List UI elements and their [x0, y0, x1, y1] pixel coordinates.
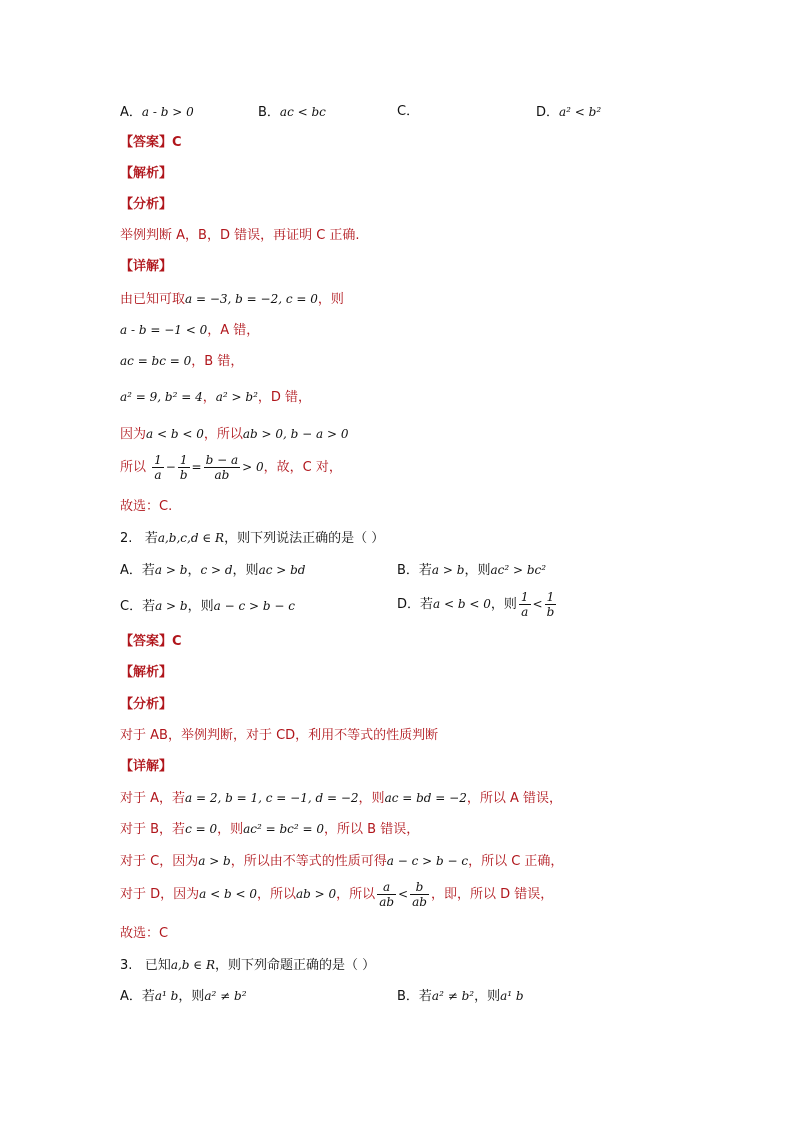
text: ，所以 A 错误， — [466, 791, 563, 806]
q3-option-b — [397, 987, 524, 1006]
math: a² ≠ b² — [204, 989, 247, 1003]
text: 对于 B，若 — [120, 822, 186, 837]
q1-jiexi-heading: 【解析】 — [120, 166, 173, 181]
text: 因为 — [120, 427, 147, 442]
q1-option-c — [397, 103, 419, 121]
q1-detail-line5 — [120, 425, 349, 444]
math: a = 2, b = 1, c = −1, d = −2 — [185, 791, 359, 805]
option-label: A． — [120, 105, 142, 120]
math: ac = bc = 0 — [120, 354, 192, 368]
denominator: a — [521, 605, 529, 619]
q2-detail-a — [120, 789, 562, 808]
math: ac > bd — [258, 563, 306, 577]
fraction — [377, 880, 396, 909]
q2-xiangjie-heading: 【详解】 — [120, 759, 173, 774]
text: ，所以由不等式的性质可得 — [230, 854, 387, 869]
numerator: 1 — [520, 590, 529, 604]
q1-detail-line4 — [120, 388, 311, 407]
q2-option-b — [397, 561, 546, 580]
text: D．若 — [397, 597, 434, 612]
math: ac² > bc² — [490, 563, 547, 577]
math: a > b — [431, 563, 465, 577]
question-number: 3. — [120, 958, 133, 973]
math: ab > 0 — [296, 887, 337, 901]
q2-fenxi-heading: 【分析】 — [120, 697, 173, 712]
numerator: 1 — [154, 453, 162, 467]
math: = — [191, 460, 202, 474]
math: a < b < 0 — [433, 597, 491, 611]
text: ，则 — [187, 599, 214, 614]
math: a < b < 0 — [146, 427, 204, 441]
option-math: a - b > 0 — [141, 105, 194, 119]
math: a - b = −1 < 0 — [120, 323, 208, 337]
math: a > b — [155, 599, 188, 613]
math: a > b — [154, 563, 188, 577]
text: ，则 — [474, 989, 501, 1004]
fraction — [152, 453, 164, 482]
option-label: B． — [258, 105, 280, 120]
denominator: b — [546, 605, 555, 619]
text: 若 — [144, 531, 158, 546]
math: > 0 — [242, 460, 264, 474]
text: ， — [187, 563, 201, 578]
text: ，所以 — [257, 887, 297, 902]
math: a = −3, b = −2, c = 0 — [185, 292, 318, 306]
text: ，所以 — [336, 887, 376, 902]
text: ，所以 — [203, 427, 243, 442]
q3-stem — [120, 956, 375, 975]
numerator: 1 — [178, 453, 190, 468]
text: ，则 — [317, 292, 344, 307]
math: ac = bd = −2 — [384, 791, 467, 805]
q2-option-c — [120, 597, 295, 616]
numerator: b − a — [205, 453, 239, 467]
fraction — [519, 590, 531, 619]
fraction — [545, 590, 557, 619]
q1-option-b — [258, 103, 326, 122]
math: − — [165, 460, 176, 474]
text: ， — [202, 390, 216, 405]
math: a² ≠ b² — [431, 989, 475, 1003]
q1-option-d — [536, 103, 601, 122]
text: ，所以 B 错误， — [324, 822, 420, 837]
math: a¹ b — [154, 989, 179, 1003]
text: 已知 — [144, 958, 171, 973]
text: 所以 — [120, 460, 147, 475]
fraction — [204, 453, 241, 482]
text: ，B 错， — [191, 354, 244, 369]
denominator: a — [154, 468, 162, 482]
text: ，则下列说法正确的是（ ） — [224, 531, 385, 546]
q1-xiangjie-heading: 【详解】 — [120, 259, 173, 274]
q1-detail-line1 — [120, 290, 344, 309]
math: a − c > b − c — [213, 599, 295, 613]
text: 对于 A，若 — [120, 791, 186, 806]
math: a,b,c,d ∈ R — [157, 531, 225, 545]
math: a² > b² — [215, 390, 258, 404]
math: a > b — [198, 854, 231, 868]
text: ，D 错， — [257, 390, 312, 405]
denominator: ab — [214, 468, 230, 482]
q1-answer: 【答案】C — [120, 135, 182, 150]
numerator: a — [377, 880, 396, 895]
text: 由已知可取 — [120, 292, 186, 307]
denominator: ab — [412, 895, 427, 909]
q2-option-a — [120, 561, 305, 580]
option-math: a² < b² — [559, 105, 602, 119]
text: ，即，所以 D 错误， — [430, 887, 554, 902]
text: ，则 — [178, 989, 205, 1004]
text: ，A 错， — [207, 323, 260, 338]
text: ，则 — [232, 563, 259, 578]
option-math: ac < bc — [279, 105, 326, 119]
q1-analysis-text: 举例判断 A，B，D 错误，再证明 C 正确. — [120, 228, 360, 243]
text: A．若 — [120, 989, 155, 1004]
text: ，所以 C 正确， — [468, 854, 564, 869]
q2-choose: 故选：C — [120, 926, 169, 941]
text: B．若 — [397, 563, 432, 578]
q1-detail-line2 — [120, 321, 259, 340]
math: c = 0 — [185, 822, 218, 836]
text: C．若 — [120, 599, 156, 614]
q2-analysis-text: 对于 AB，举例判断，对于 CD，利用不等式的性质判断 — [120, 728, 439, 743]
fraction — [410, 880, 429, 909]
q2-stem — [120, 529, 384, 548]
q2-detail-b — [120, 820, 419, 839]
text: ，则 — [464, 563, 491, 578]
math: a,b ∈ R — [170, 958, 216, 972]
question-number: 2. — [120, 531, 133, 546]
fraction — [178, 453, 190, 482]
math: a¹ b — [500, 989, 524, 1003]
text: 对于 C，因为 — [120, 854, 199, 869]
text: B．若 — [397, 989, 432, 1004]
text: ，则 — [358, 791, 385, 806]
q2-jiexi-heading: 【解析】 — [120, 665, 173, 680]
math: ac² = bc² = 0 — [243, 822, 325, 836]
q1-detail-line6 — [120, 453, 342, 482]
q2-option-d — [397, 590, 558, 619]
text: A．若 — [120, 563, 155, 578]
text: ，故，C 对， — [263, 460, 342, 475]
q2-detail-c — [120, 852, 563, 871]
q3-option-a — [120, 987, 247, 1006]
option-label: D． — [536, 105, 560, 120]
text: 对于 D，因为 — [120, 887, 200, 902]
option-label: C． — [397, 104, 420, 119]
q1-fenxi-heading: 【分析】 — [120, 197, 173, 212]
q1-option-a — [120, 103, 194, 122]
text: ，则 — [490, 597, 517, 612]
math: a < b < 0 — [199, 887, 257, 901]
q1-detail-line3 — [120, 352, 243, 371]
q2-answer: 【答案】C — [120, 634, 182, 649]
math: c > d — [200, 563, 233, 577]
math: < — [532, 597, 543, 611]
math: a² = 9, b² = 4 — [120, 390, 203, 404]
math: a − c > b − c — [386, 854, 469, 868]
math: < — [398, 887, 409, 901]
math: ab > 0, b − a > 0 — [242, 427, 349, 441]
text: ，则 — [217, 822, 244, 837]
q2-detail-d — [120, 880, 553, 909]
numerator: b — [410, 880, 429, 895]
q1-choose: 故选：C. — [120, 499, 173, 514]
denominator: b — [179, 468, 188, 482]
numerator: 1 — [545, 590, 557, 605]
denominator: ab — [379, 895, 395, 909]
text: ，则下列命题正确的是（ ） — [215, 958, 376, 973]
